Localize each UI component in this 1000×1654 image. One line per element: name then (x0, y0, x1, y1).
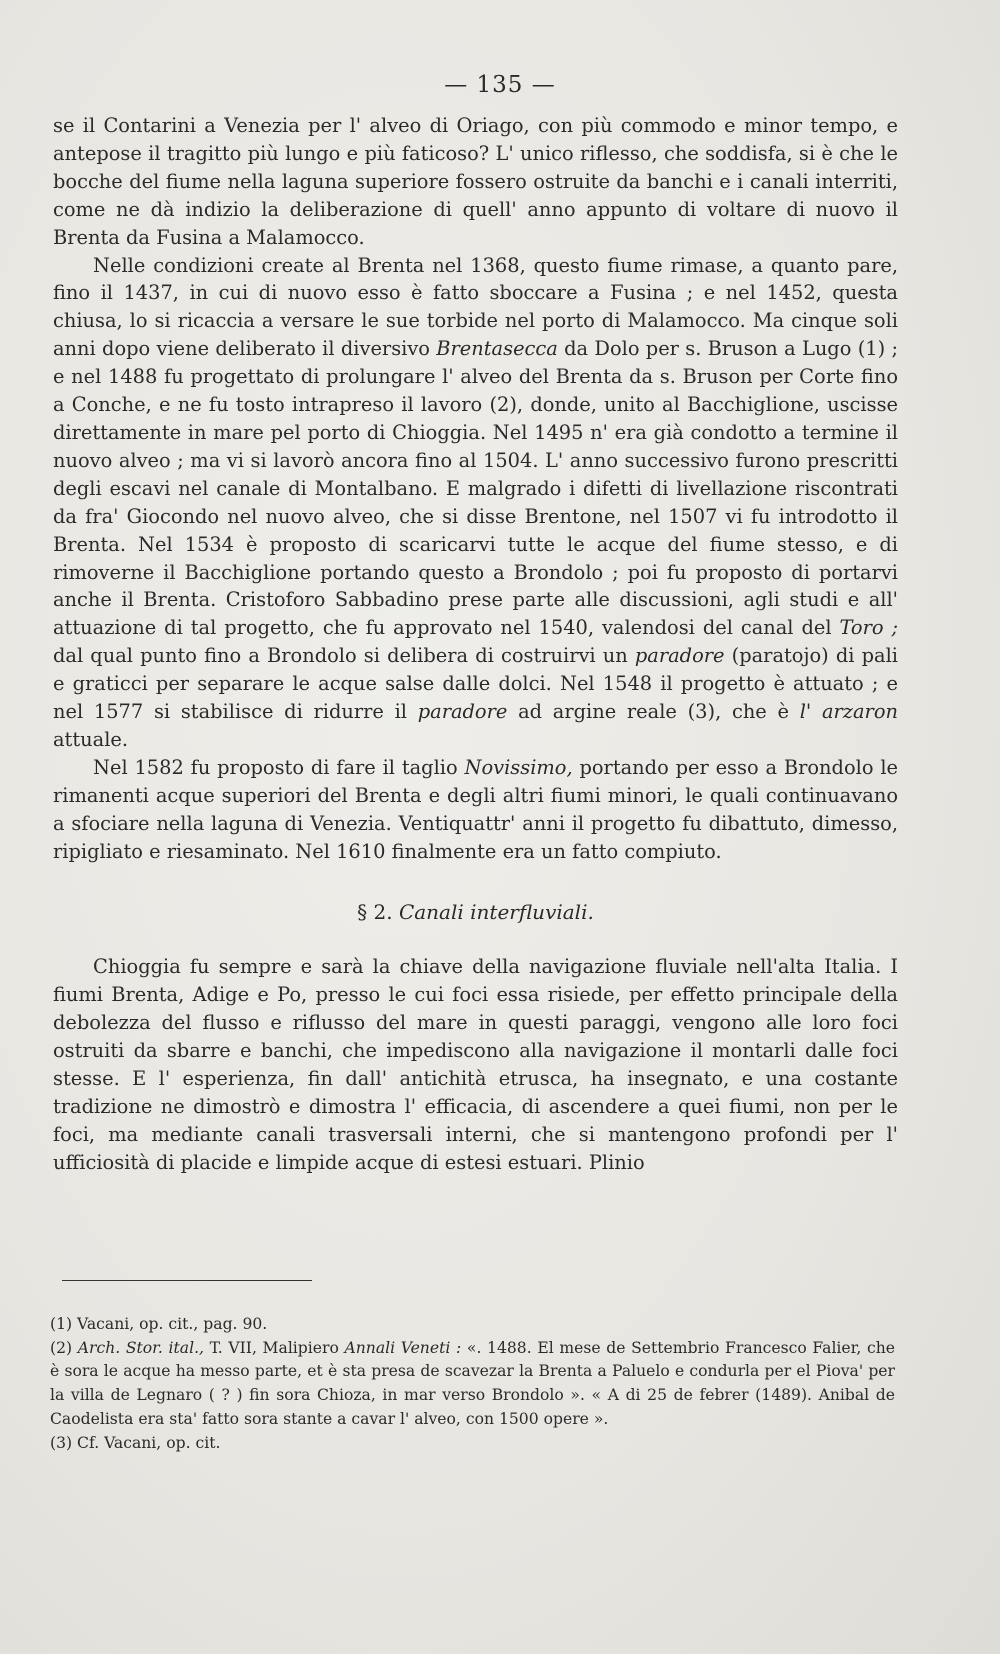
section-title: Canali interfluviali. (398, 900, 594, 925)
footnote-3: (3) Cf. Vacani, op. cit. (50, 1433, 221, 1452)
footnote-divider (62, 1280, 312, 1281)
italic-term: Brentasecca (436, 337, 558, 361)
page-number: — 135 — (444, 72, 556, 98)
paragraph-4: Chioggia fu sempre e sarà la chiave della navigazione fluviale nell'alta Italia. I fiumi Brenta, Adige e Po, presso le cui foci essa risiede, per effetto principale della debolezza del flusso e riflusso del mare in questi paraggi, vengono alle loro foci ostruiti da sbarre e banchi, che impediscono alla navigazione il montarli dalle foci stesse. E l' esperienza, fin dall' antichità etrusca, ha insegnato, e una costante tradizione ne dimostrò e dimostra l' efficacia, di ascendere a quei fiumi, non per le foci, ma mediante canali trasversali interni, che si mantengono profondi per l' ufficiosità di placide e limpide acque di estesi estuari. Plinio (53, 955, 898, 1174)
italic-term: paradore (417, 700, 508, 724)
italic-term: Toro ; (839, 616, 898, 640)
paragraph-1: se il Contarini a Venezia per l' alveo di Oriago, con più commodo e minor tempo, e antepose il tragitto più lungo e più faticoso? L' unico riflesso, che soddisfa, si è che le bocche del fiume nella laguna superiore fossero ostruite da banchi e i canali interriti, come ne dà indizio la deliberazione di quell' anno appunto di voltare di nuovo il Brenta da Fusina a Malamocco. (53, 114, 898, 249)
italic-term: paradore (634, 644, 725, 668)
section-heading (53, 899, 898, 927)
section-number: § 2. (357, 900, 393, 925)
italic-term: Novissimo, (464, 755, 573, 779)
footnote-1: (1) Vacani, op. cit., pag. 90. (50, 1315, 268, 1333)
paragraph-2: Nelle condizioni create al Brenta nel 1368, questo fiume rimase, a quanto pare, fino il 1437, in cui di nuovo esso è fatto sboccare a Fusina ; e nel 1452, questa chiusa, lo si ricaccia a versare le sue torbide nel porto di Malamocco. Ma cinque soli anni dopo viene deliberato il diversivo Brentasecca da Dolo per s. Bruson a Lugo (1) ; e nel 1488 fu progettato di prolungare l' alveo del Brenta da s. Bruson per Corte fino a Conche, e ne fu tosto intrapreso il lavoro (2), donde, unito al Bacchiglione, uscisse direttamente in mare pel porto di Chioggia. Nel 1495 n' era già condotto a termine il nuovo alveo ; ma vi si lavorò ancora fino al 1504. L' anno successivo furono prescritti degli escavi nel canale di Montalbano. E malgrado i difetti di livellazione riscontrati da fra' Giocondo nel nuovo alveo, che si disse Brentone, nel 1507 vi fu introdotto il Brenta. Nel 1534 è proposto di scaricarvi tutte le acque del fiume stesso, e di rimoverne il Bacchiglione portando questo a Brondolo ; poi fu proposto di portarvi anche il Brenta. Cristoforo Sabbadino prese parte alle discussioni, agli studi e all' attuazione di tal progetto, che fu approvato nel 1540, valendosi del canal del Toro ; dal qual punto fino a Brondolo si delibera di costruirvi un paradore (paratojo) di pali e graticci per separare le acque salse dalle dolci. Nel 1548 il progetto è attuato ; e nel 1577 si stabilisce di ridurre il paradore ad argine reale (3), che è l' arzaron attuale. (53, 253, 898, 751)
footnote-2: (2) Arch. Stor. ital., T. VII, Malipiero Annali Veneti : «. 1488. El mese de Settembrio Francesco Falier, che è sora le acque ha messo parte, et è sta presa de scavezar la Brenta a Paluelo e condurla per el Piova' per la villa de Legnaro ( ? ) fin sora Chioza, in mar verso Brondolo ». « A di 25 de febrer (1489). Anibal de Caodelista era sta' fatto sora stante a cavar l' alveo, con 1500 opere ». (50, 1338, 896, 1428)
paragraph-3: Nel 1582 fu proposto di fare il taglio Novissimo, portando per esso a Brondolo le rimanenti acque superiori del Brenta e degli altri fiumi minori, le quali continuavano a sfociare nella laguna di Venezia. Ventiquattr' anni il progetto fu dibattuto, dimesso, ripigliato e riesaminato. Nel 1610 finalmente era un fatto compiuto. (53, 755, 898, 863)
footnotes (50, 1313, 895, 1455)
main-text (53, 112, 898, 1177)
italic-term: l' arzaron (799, 700, 898, 724)
